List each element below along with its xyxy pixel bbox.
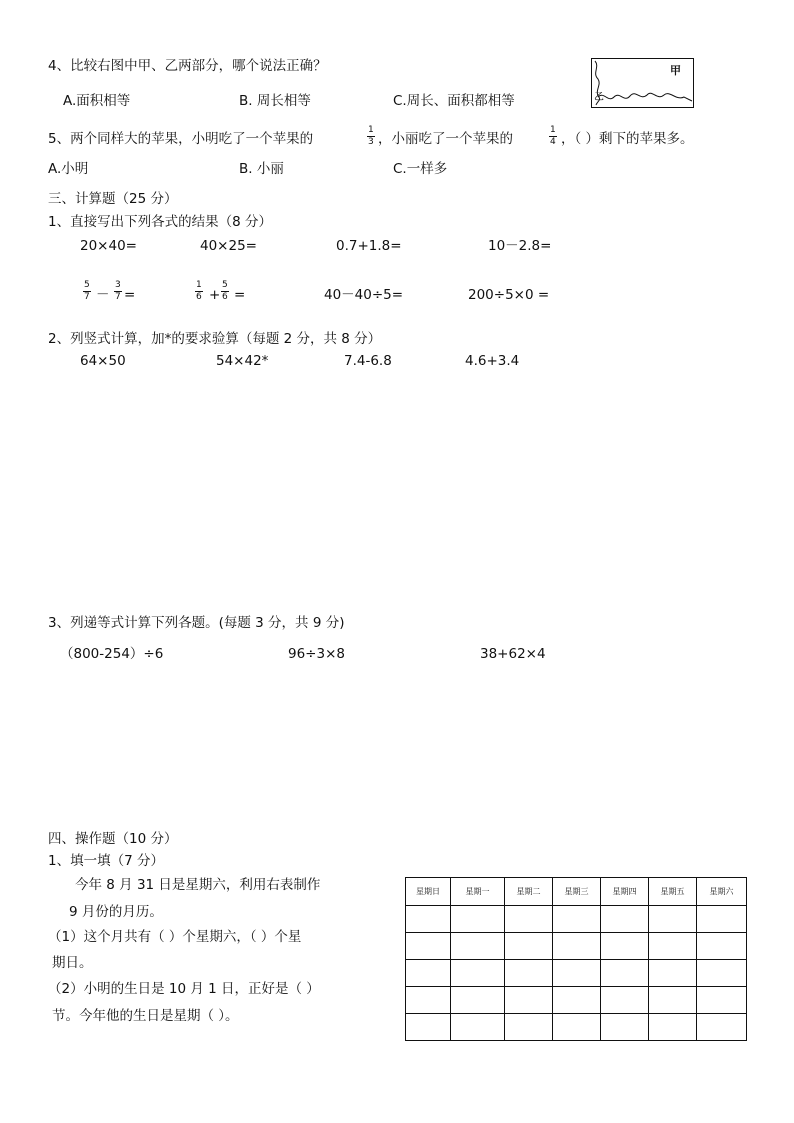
section-4-part-1-title: 1、填一填（7 分） [48,853,164,869]
q5-option-b: B. 小丽 [239,161,284,177]
section-3-part-2-title: 2、列竖式计算，加*的要求验算（每题 2 分，共 8 分） [48,331,382,347]
q4-option-a: A.面积相等 [63,93,131,109]
plus-sign: + [209,287,221,303]
calendar-body [406,906,747,1041]
step-calc-item: 96÷3×8 [288,646,345,662]
fraction-denominator: 3 [368,137,374,147]
equals-sign: = [234,287,246,303]
step-calc-item: （800-254）÷6 [60,646,164,662]
vertical-calc-item: 4.6+3.4 [465,353,520,369]
q5-text-c: ，（ ）剩下的苹果多。 [561,131,694,147]
calendar-week-row [406,987,747,1014]
calendar-day-cell[interactable] [601,1014,649,1041]
section-4-title: 四、操作题（10 分） [48,831,178,847]
calendar-header-cell: 星期四 [601,878,649,906]
fraction-numerator: 1 [550,125,556,135]
calendar-day-cell[interactable] [553,933,601,960]
section-3-part-1-title: 1、直接写出下列各式的结果（8 分） [48,214,272,230]
instruction-line: 今年 8 月 31 日是星期六，利用右表制作 [75,877,321,893]
q5-text-b: ，小丽吃了一个苹果的 [378,131,513,147]
oral-calc-item: 20×40= [80,238,137,254]
q4-option-c: C.周长、面积都相等 [393,93,515,109]
question-line: （1）这个月共有（ ）个星期六，（ ）个星 [48,929,302,945]
calendar-header-cell: 星期二 [505,878,553,906]
figure-label-jia: 甲 [670,64,681,77]
calendar-day-cell[interactable] [505,960,553,987]
calendar-day-cell[interactable] [601,906,649,933]
q5-text-a: 5、两个同样大的苹果，小明吃了一个苹果的 [48,131,314,147]
calendar-day-cell[interactable] [451,1014,505,1041]
instruction-line: 9 月份的月历。 [69,904,163,920]
calendar-day-cell[interactable] [553,987,601,1014]
calendar-day-cell[interactable] [451,906,505,933]
fraction-denominator: 7 [84,292,90,302]
q5-option-c: C.一样多 [393,161,448,177]
fraction-numerator: 1 [368,125,374,135]
calendar-day-cell[interactable] [553,960,601,987]
fraction-denominator: 6 [196,292,202,302]
calendar-week-row [406,1014,747,1041]
oral-calc-item: 40×25= [200,238,257,254]
fraction-denominator: 7 [115,292,121,302]
calendar-day-cell[interactable] [505,933,553,960]
calendar-day-cell[interactable] [601,933,649,960]
calendar-day-cell[interactable] [451,987,505,1014]
calendar-header-cell: 星期一 [451,878,505,906]
q4-figure [591,58,694,108]
calendar-week-row [406,933,747,960]
calendar-day-cell[interactable] [649,987,697,1014]
calendar-day-cell[interactable] [649,933,697,960]
calendar-day-cell[interactable] [697,933,747,960]
fraction-5-7 [83,281,91,302]
q4-option-b: B. 周长相等 [239,93,311,109]
fraction-denominator: 6 [222,292,228,302]
calendar-day-cell[interactable] [697,906,747,933]
calendar-day-cell[interactable] [553,906,601,933]
equals-sign: = [124,287,136,303]
fraction-3-7 [114,281,122,302]
q5-option-a: A.小明 [48,161,89,177]
fraction-5-6 [221,281,229,302]
calendar-day-cell[interactable] [553,1014,601,1041]
calendar-day-cell[interactable] [406,987,451,1014]
vertical-calc-item: 7.4-6.8 [344,353,392,369]
fraction-numerator: 5 [84,280,90,290]
fraction-1-6 [195,281,203,302]
figure-label-yi: 乙 [594,92,604,103]
calendar-header-cell: 星期三 [553,878,601,906]
minus-sign: － [96,287,110,303]
oral-calc-item: 0.7+1.8= [336,238,402,254]
calendar-day-cell[interactable] [649,1014,697,1041]
oral-calc-item: 10－2.8= [488,238,552,254]
calendar-header-cell: 星期日 [406,878,451,906]
vertical-calc-item: 64×50 [80,353,126,369]
calendar-header-cell: 星期五 [649,878,697,906]
vertical-calc-item: 54×42* [216,353,269,369]
q5-fraction-1 [367,126,375,147]
fraction-numerator: 3 [115,280,121,290]
step-calc-item: 38+62×4 [480,646,546,662]
q4-text: 4、比较右图中甲、乙两部分，哪个说法正确？ [48,58,327,74]
calendar-week-row [406,906,747,933]
calendar-day-cell[interactable] [505,1014,553,1041]
calendar-day-cell[interactable] [451,960,505,987]
fraction-numerator: 1 [196,280,202,290]
calendar-table [405,877,747,1041]
calendar-day-cell[interactable] [649,960,697,987]
calendar-day-cell[interactable] [451,933,505,960]
calendar-day-cell[interactable] [697,987,747,1014]
calendar-week-row [406,960,747,987]
question-line: 期日。 [52,955,93,971]
calendar-header-cell: 星期六 [697,878,747,906]
calendar-day-cell[interactable] [505,906,553,933]
calendar-day-cell[interactable] [697,960,747,987]
fraction-numerator: 5 [222,280,228,290]
calendar-day-cell[interactable] [406,933,451,960]
question-line: 节。今年他的生日是星期（ ）。 [52,1008,239,1024]
calendar-day-cell[interactable] [406,1014,451,1041]
calendar-day-cell[interactable] [649,906,697,933]
section-3-part-3-title: 3、列递等式计算下列各题。(每题 3 分，共 9 分) [48,615,345,631]
calendar-day-cell[interactable] [505,987,553,1014]
calendar-day-cell[interactable] [406,906,451,933]
calendar-day-cell[interactable] [601,960,649,987]
calendar-day-cell[interactable] [406,960,451,987]
question-line: （2）小明的生日是 10 月 1 日，正好是（ ） [48,981,320,997]
section-3-title: 三、计算题（25 分） [48,191,178,207]
oral-calc-item: 40－40÷5= [324,287,404,303]
calendar-day-cell[interactable] [601,987,649,1014]
calendar-header-row [406,878,747,906]
fraction-denominator: 4 [550,137,556,147]
q5-fraction-2 [549,126,557,147]
calendar-day-cell[interactable] [697,1014,747,1041]
oral-calc-item: 200÷5×0 = [468,287,550,303]
